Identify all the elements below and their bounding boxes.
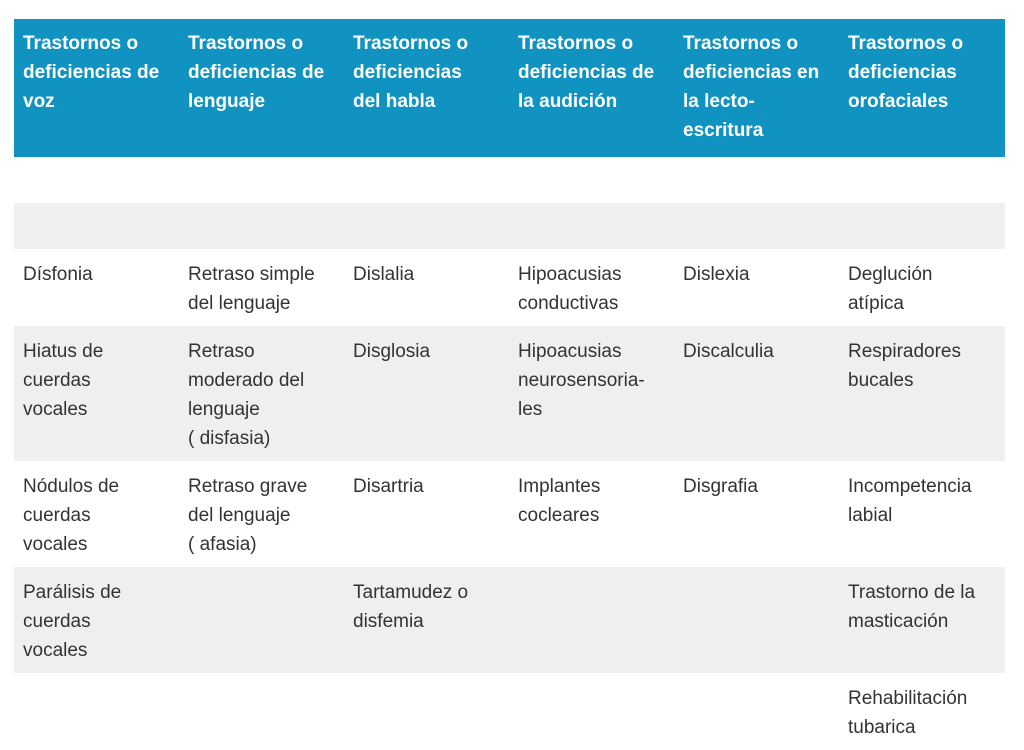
table-row bbox=[14, 249, 1005, 326]
table-cell bbox=[509, 567, 674, 673]
table-cell: Rehabilitación tubarica bbox=[839, 673, 1005, 750]
disorders-table bbox=[14, 19, 1005, 750]
table-cell bbox=[509, 673, 674, 750]
spacer-cell bbox=[839, 203, 1005, 249]
table-cell: Retraso grave del lenguaje ( afasia) bbox=[179, 461, 344, 567]
header-voz: Trastornos o deficiencias de voz bbox=[14, 19, 179, 157]
header-audicion: Trastornos o deficiencias de la audición bbox=[509, 19, 674, 157]
table-cell: Hiatus de cuerdas vocales bbox=[14, 326, 179, 461]
table-row bbox=[14, 326, 1005, 461]
table-cell: Incompetencia labial bbox=[839, 461, 1005, 567]
table-cell bbox=[674, 567, 839, 673]
spacer-cell bbox=[509, 203, 674, 249]
table-cell: Retraso simple del lenguaje bbox=[179, 249, 344, 326]
header-lecto-escritura: Trastornos o deficiencias en la lecto- escritura bbox=[674, 19, 839, 157]
table-cell bbox=[674, 673, 839, 750]
disorders-table-container bbox=[14, 19, 1005, 750]
spacer-cell bbox=[674, 157, 839, 203]
table-cell bbox=[14, 673, 179, 750]
table-cell: Implantes cocleares bbox=[509, 461, 674, 567]
table-cell: Trastorno de la masticación bbox=[839, 567, 1005, 673]
table-cell: Tartamudez o disfemia bbox=[344, 567, 509, 673]
spacer-cell bbox=[14, 203, 179, 249]
table-cell: Dislexia bbox=[674, 249, 839, 326]
table-cell bbox=[179, 673, 344, 750]
spacer-cell bbox=[14, 157, 179, 203]
table-cell: Respiradores bucales bbox=[839, 326, 1005, 461]
spacer-cell bbox=[344, 203, 509, 249]
table-row bbox=[14, 567, 1005, 673]
spacer-cell bbox=[674, 203, 839, 249]
table-cell: Deglución atípica bbox=[839, 249, 1005, 326]
table-cell: Hipoacusias neurosensoria- les bbox=[509, 326, 674, 461]
header-orofaciales: Trastornos o deficiencias orofaciales bbox=[839, 19, 1005, 157]
spacer-cell bbox=[179, 203, 344, 249]
table-cell: Hipoacusias conductivas bbox=[509, 249, 674, 326]
header-lenguaje: Trastornos o deficiencias de lenguaje bbox=[179, 19, 344, 157]
table-cell: Nódulos de cuerdas vocales bbox=[14, 461, 179, 567]
header-row bbox=[14, 19, 1005, 157]
spacer-cell bbox=[509, 157, 674, 203]
spacer-row-grey bbox=[14, 203, 1005, 249]
table-cell: Disgrafia bbox=[674, 461, 839, 567]
table-cell: Dísfonia bbox=[14, 249, 179, 326]
table-cell: Discalculia bbox=[674, 326, 839, 461]
table-cell bbox=[344, 673, 509, 750]
spacer-cell bbox=[839, 157, 1005, 203]
table-cell bbox=[179, 567, 344, 673]
spacer-row-white bbox=[14, 157, 1005, 203]
table-cell: Disglosia bbox=[344, 326, 509, 461]
table-cell: Parálisis de cuerdas vocales bbox=[14, 567, 179, 673]
spacer-cell bbox=[179, 157, 344, 203]
table-row bbox=[14, 673, 1005, 750]
table-cell: Retraso moderado del lenguaje ( disfasia) bbox=[179, 326, 344, 461]
table-cell: Disartria bbox=[344, 461, 509, 567]
table-row bbox=[14, 461, 1005, 567]
table-cell: Dislalia bbox=[344, 249, 509, 326]
header-habla: Trastornos o deficiencias del habla bbox=[344, 19, 509, 157]
spacer-cell bbox=[344, 157, 509, 203]
